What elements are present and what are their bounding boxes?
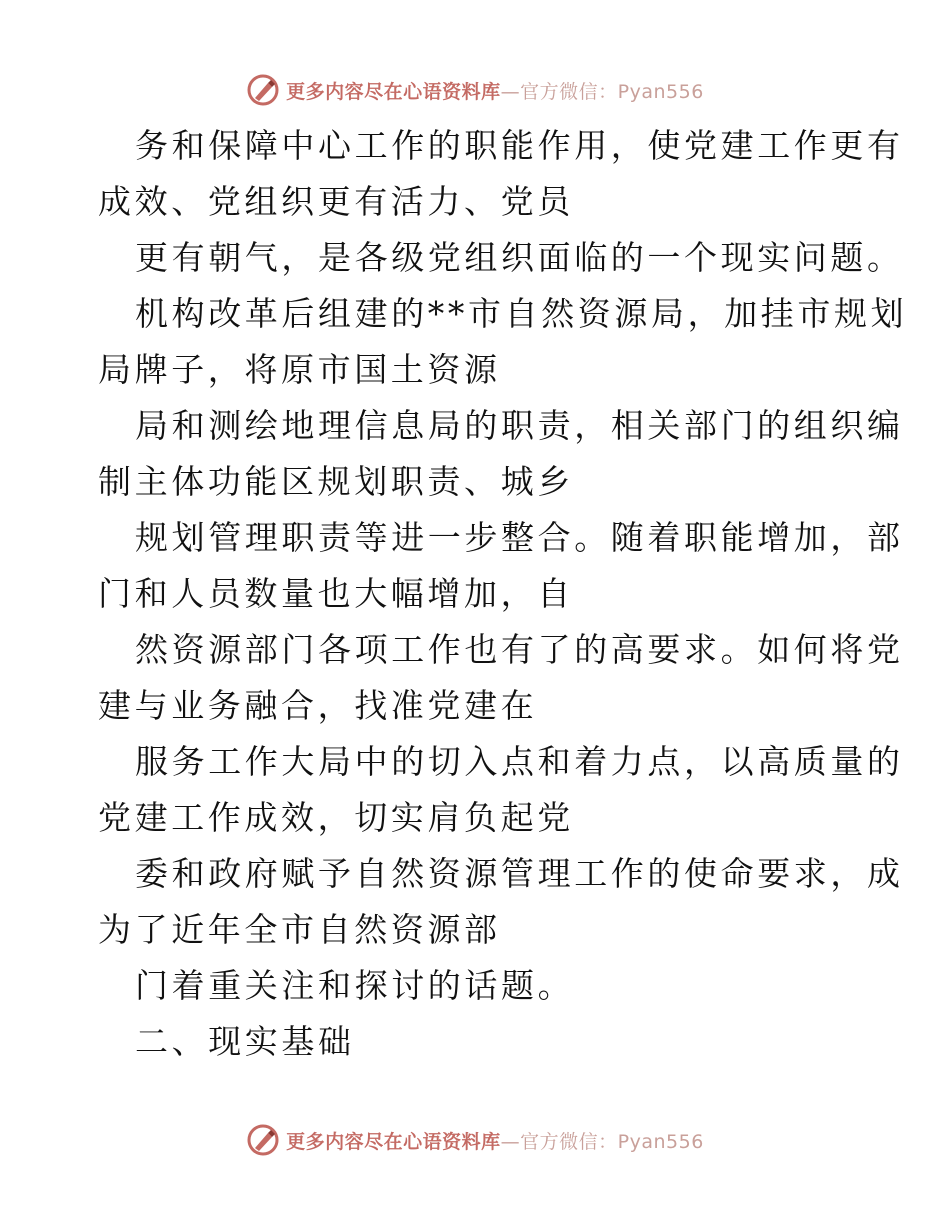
paragraph-line: 建与业务融合，找准党建在: [98, 686, 538, 725]
watermark-text: 更多内容尽在心语资料库—官方微信：Pyan556: [286, 80, 704, 103]
paragraph-line: 局牌子，将原市国土资源: [98, 350, 501, 389]
paragraph-line: 更有朝气，是各级党组织面临的一个现实问题。: [135, 238, 904, 277]
paragraph-line: 服务工作大局中的切入点和着力点，以高质量的: [135, 742, 904, 781]
paragraph-line: 门着重关注和探讨的话题。: [135, 966, 575, 1005]
section-heading: 二、现实基础: [135, 1022, 355, 1061]
watermark-text: 更多内容尽在心语资料库—官方微信：Pyan556: [286, 1130, 704, 1153]
document-body: [98, 118, 908, 1070]
paragraph-line: 局和测绘地理信息局的职责，相关部门的组织编: [135, 406, 904, 445]
pen-logo-icon: [246, 1123, 280, 1157]
paragraph-line: 委和政府赋予自然资源管理工作的使命要求，成: [135, 854, 904, 893]
paragraph-line: 成效、党组织更有活力、党员: [98, 182, 574, 221]
paragraph-line: 然资源部门各项工作也有了的高要求。如何将党: [135, 630, 904, 669]
paragraph-line: 党建工作成效，切实肩负起党: [98, 798, 574, 837]
footer-watermark: [0, 1120, 950, 1160]
header-watermark: [0, 70, 950, 110]
paragraph-line: 机构改革后组建的**市自然资源局，加挂市规划: [135, 294, 908, 333]
paragraph-line: 规划管理职责等进一步整合。随着职能增加，部: [135, 518, 904, 557]
paragraph-line: 制主体功能区规划职责、城乡: [98, 462, 574, 501]
paragraph-line: 务和保障中心工作的职能作用，使党建工作更有: [135, 126, 904, 165]
paragraph-line: 为了近年全市自然资源部: [98, 910, 501, 949]
paragraph-line: 门和人员数量也大幅增加，自: [98, 574, 574, 613]
pen-logo-icon: [246, 73, 280, 107]
